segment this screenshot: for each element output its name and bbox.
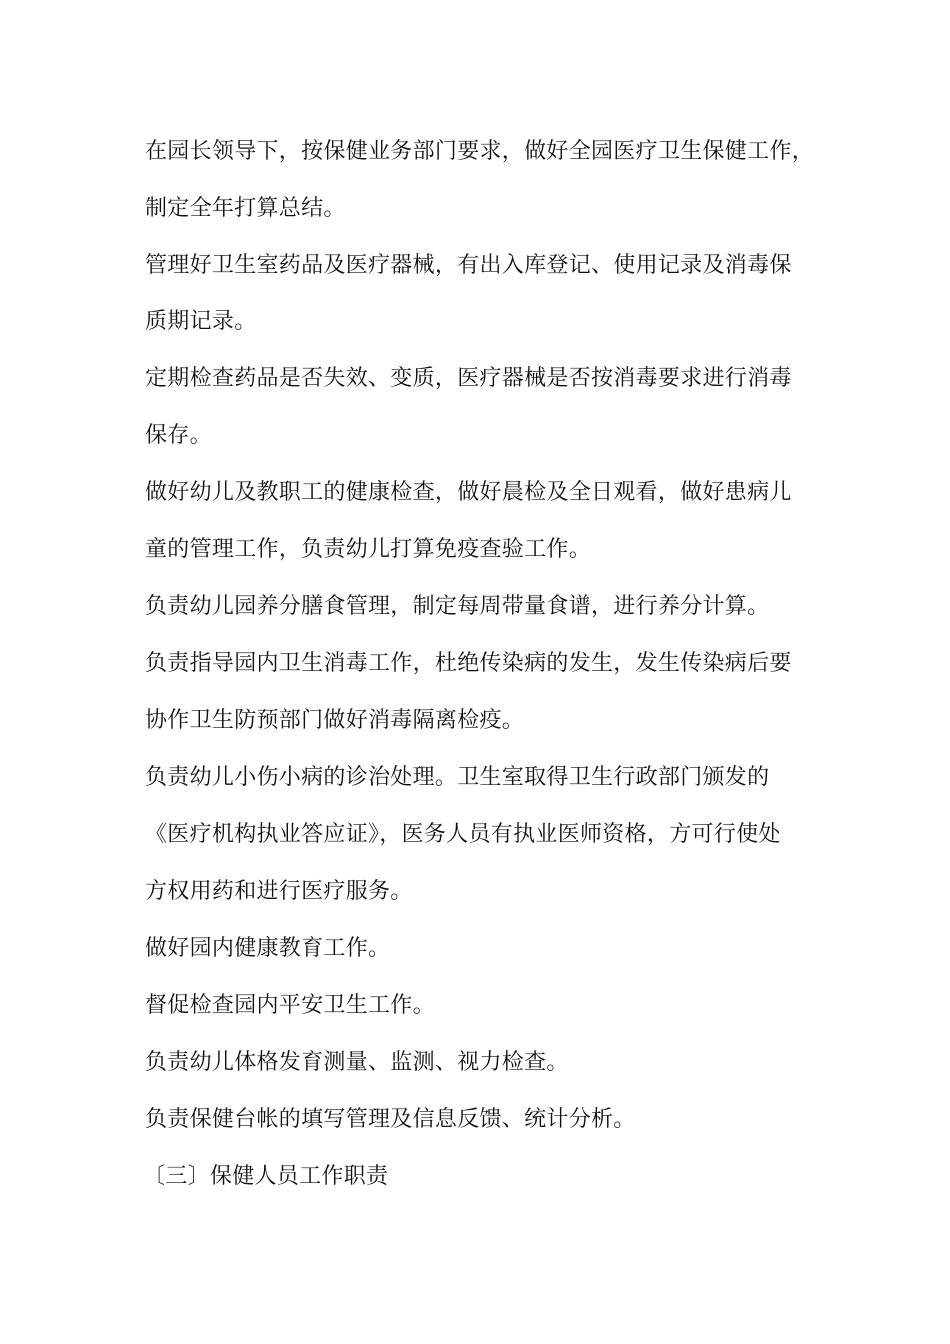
text-line: 做好幼儿及教职工的健康检查，做好晨检及全日观看，做好患病儿: [145, 480, 792, 505]
text-line: 方权用药和进行医疗服务。: [145, 879, 413, 904]
text-line: 负责指导园内卫生消毒工作，杜绝传染病的发生，发生传染病后要: [145, 651, 792, 676]
text-line: 保存。: [145, 423, 212, 448]
text-line: 质期记录。: [145, 309, 257, 334]
section-heading: 〔三〕保健人员工作职责: [143, 1164, 389, 1189]
text-line: 制定全年打算总结。: [145, 196, 346, 221]
text-line: 负责幼儿体格发育测量、监测、视力检查。: [145, 1050, 569, 1075]
text-line: 定期检查药品是否失效、变质，医疗器械是否按消毒要求进行消毒: [145, 366, 792, 391]
text-line: 《医疗机构执业答应证》，医务人员有执业医师资格，方可行使处: [145, 822, 781, 847]
text-line: 做好园内健康教育工作。: [145, 936, 391, 961]
text-line: 负责幼儿园养分膳食管理，制定每周带量食谱，进行养分计算。: [145, 594, 770, 619]
text-line: 管理好卫生室药品及医疗器械，有出入库登记、使用记录及消毒保: [145, 253, 792, 278]
text-line: 在园长领导下，按保健业务部门要求，做好全园医疗卫生保健工作，: [145, 139, 815, 164]
text-line: 督促检查园内平安卫生工作。: [145, 993, 435, 1018]
text-line: 负责幼儿小伤小病的诊治处理。卫生室取得卫生行政部门颁发的: [145, 765, 770, 790]
text-line: 协作卫生防预部门做好消毒隔离检疫。: [145, 708, 525, 733]
text-line: 童的管理工作，负责幼儿打算免疫查验工作。: [145, 537, 592, 562]
text-line: 负责保健台帐的填写管理及信息反馈、统计分析。: [145, 1107, 636, 1132]
